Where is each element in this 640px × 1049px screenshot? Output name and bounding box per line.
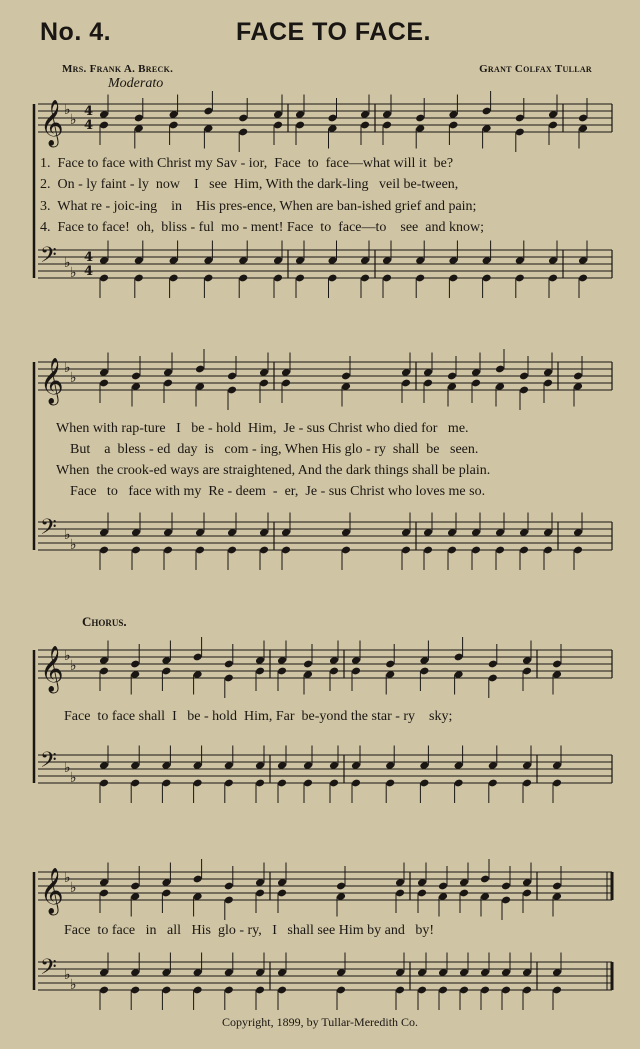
- bass-clef-icon: 𝄢: [40, 955, 57, 985]
- flat-icon: ♭: [64, 649, 71, 664]
- chorus-label: Chorus.: [82, 614, 127, 629]
- verse-2-line-2: But a bless - ed day is com - ing, When His glo - ry shall be seen.: [56, 442, 479, 457]
- verse-1-line-1: 1. Face to face with Christ my Sav - ior, Face to face—what will it be?: [40, 156, 454, 171]
- flat-icon: ♭: [64, 361, 71, 376]
- flat-icon: ♭: [64, 103, 71, 118]
- staff-system-1: [0, 92, 640, 302]
- composer-credit: Grant Colfax Tullar: [479, 63, 592, 75]
- chorus-line-2: Face to face in all His glo - ry, I shall see Him by and by!: [64, 923, 435, 938]
- verse-1-line-2: When with rap-ture I be - hold Him, Je - sus Christ who died for me.: [56, 421, 469, 436]
- bass-clef-icon: 𝄢: [40, 748, 57, 778]
- treble-clef-icon: 𝄞: [40, 358, 64, 404]
- flat-icon: ♭: [70, 659, 77, 674]
- hymn-number: No. 4.: [40, 18, 112, 46]
- flat-icon: ♭: [64, 256, 71, 271]
- hymn-title: FACE TO FACE.: [236, 18, 431, 46]
- verse-2-line-1: 2. On - ly faint - ly now I see Him, With the dark-ling veil be-tween,: [40, 177, 459, 192]
- flat-icon: ♭: [70, 113, 77, 128]
- svg-text:4: 4: [84, 104, 94, 119]
- verse-3-line-2: When the crook-ed ways are straightened, And the dark things shall be plain.: [56, 463, 491, 478]
- flat-icon: ♭: [70, 881, 77, 896]
- copyright-notice: Copyright, 1899, by Tullar-Meredith Co.: [221, 1015, 419, 1029]
- flat-icon: ♭: [70, 771, 77, 786]
- hymn-header: [40, 14, 600, 54]
- flat-icon: ♭: [70, 538, 77, 553]
- bass-clef-icon: 𝄢: [40, 243, 57, 273]
- verse-4-line-1: 4. Face to face! oh, bliss - ful mo - ment! Face to face—to see and know;: [40, 220, 484, 235]
- svg-text:4: 4: [84, 118, 94, 133]
- treble-clef-icon: 𝄞: [40, 100, 64, 146]
- svg-text:4: 4: [84, 264, 94, 279]
- treble-clef-icon: 𝄞: [40, 868, 64, 914]
- flat-icon: ♭: [70, 978, 77, 993]
- flat-icon: ♭: [70, 371, 77, 386]
- flat-icon: ♭: [64, 871, 71, 886]
- lyricist-credit: Mrs. Frank A. Breck.: [62, 63, 174, 75]
- chorus-line-1: Face to face shall I be - hold Him, Far be-yond the star - ry sky;: [64, 709, 453, 724]
- verse-3-line-1: 3. What re - joic-ing in His pres-ence, When are ban-ished grief and pain;: [40, 199, 477, 214]
- flat-icon: ♭: [70, 266, 77, 281]
- flat-icon: ♭: [64, 528, 71, 543]
- verse-4-line-2: Face to face with my Re - deem - er, Je - sus Christ who loves me so.: [56, 484, 486, 499]
- bass-clef-icon: 𝄢: [40, 515, 57, 545]
- tempo-marking: Moderato: [108, 76, 164, 91]
- svg-text:4: 4: [84, 250, 94, 265]
- flat-icon: ♭: [64, 968, 71, 983]
- flat-icon: ♭: [64, 761, 71, 776]
- treble-clef-icon: 𝄞: [40, 646, 64, 692]
